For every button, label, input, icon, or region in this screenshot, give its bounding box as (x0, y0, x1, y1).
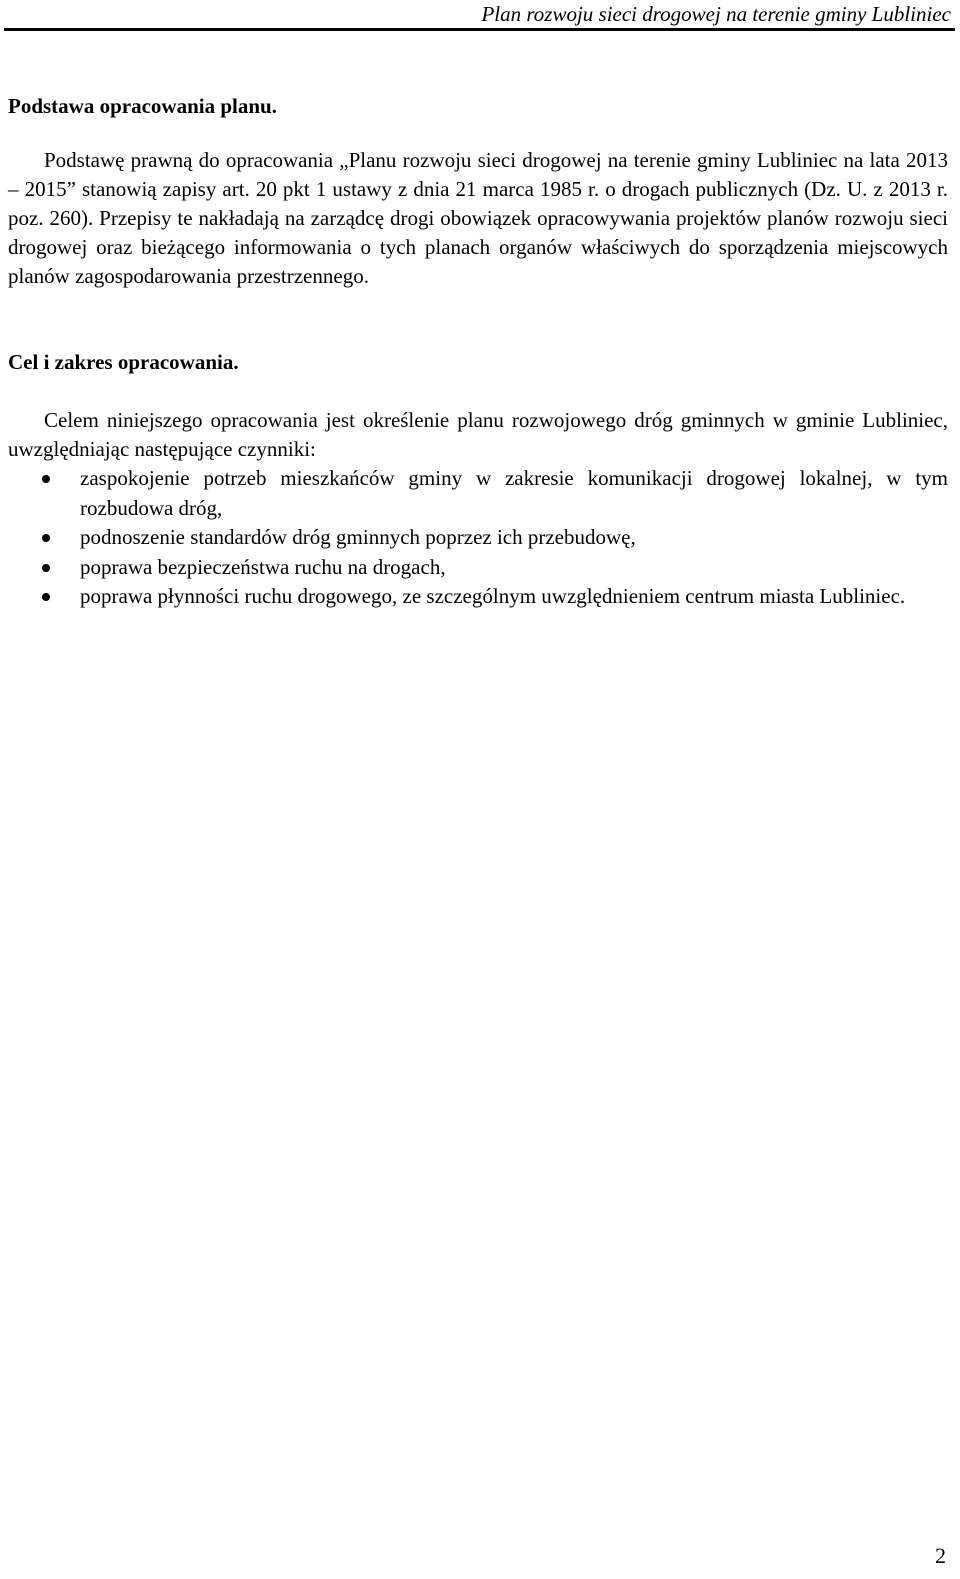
document-title: Plan rozwoju sieci drogowej na terenie gminy Lubliniec (481, 2, 951, 26)
list-item-text: poprawa płynności ruchu drogowego, ze szczególnym uwzględnieniem centrum miasta Lubliniec. (80, 584, 906, 608)
list-item (8, 464, 948, 523)
section-paragraph-goal: Celem niniejszego opracowania jest określenie planu rozwojowego dróg gminnych w gminie Lubliniec, uwzględniając następujące czynniki: (8, 408, 948, 461)
list-item (8, 553, 948, 583)
header-divider (4, 28, 955, 31)
section-heading-basis: Podstawa opracowania planu. (8, 94, 277, 118)
bullet-icon (42, 564, 50, 572)
list-item-text: poprawa bezpieczeństwa ruchu na drogach, (80, 554, 446, 579)
page-number: 2 (935, 1543, 946, 1568)
bullet-icon (42, 593, 50, 601)
section-paragraph-basis: Podstawę prawną do opracowania „Planu rozwoju sieci drogowej na terenie gminy Lubliniec na lata 2013 – 2015” stanowią zapisy art. 20 pkt 1 ustawy z dnia 21 marca 1985 r. o drogach publicznych (Dz. U. z 2013 r. poz. 260). Przepisy te nakładają na zarządcę drogi obowiązek opracowywania projektów planów rozwoju sieci drogowej oraz bieżącego informowania o tych planach organów właściwych do sporządzenia miejscowych planów zagospodarowania przestrzennego. (8, 148, 948, 288)
list-item-text: podnoszenie standardów dróg gminnych poprzez ich przebudowę, (80, 525, 636, 549)
factors-list (8, 464, 948, 612)
bullet-icon (42, 475, 50, 483)
bullet-icon (42, 534, 50, 542)
list-item (8, 582, 948, 612)
section-heading-goal: Cel i zakres opracowania. (8, 350, 239, 374)
list-item (8, 523, 948, 553)
page-header (0, 0, 960, 32)
list-item-text: zaspokojenie potrzeb mieszkańców gminy w zakresie komunikacji drogowej lokalnej, w tym rozbudowa dróg, (80, 466, 948, 520)
